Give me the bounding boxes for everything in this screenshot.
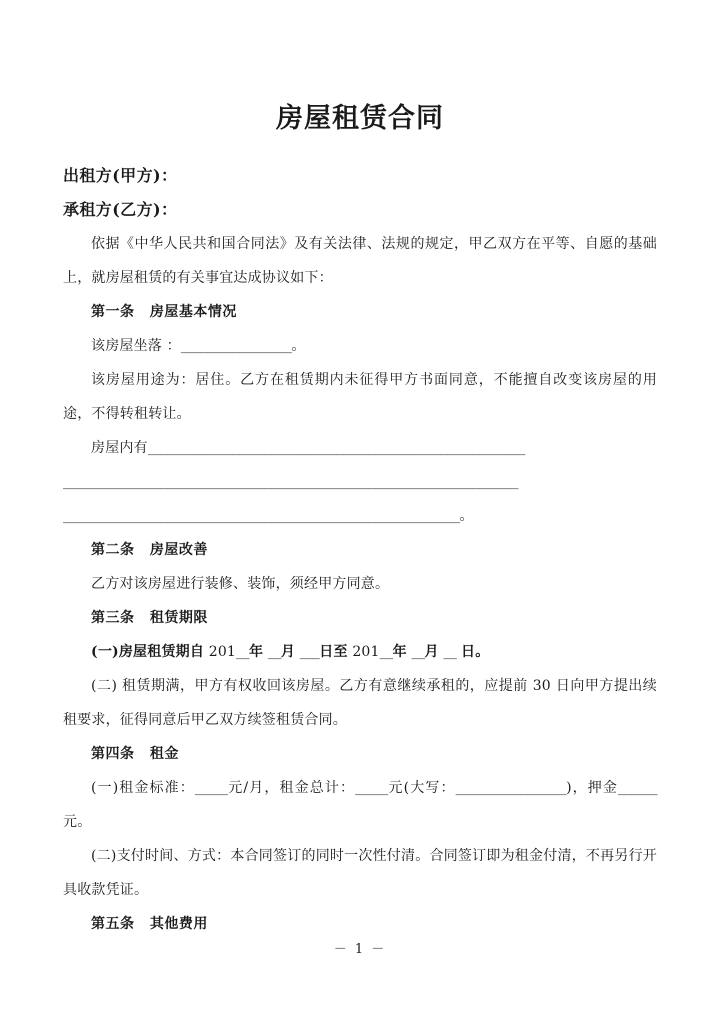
article-number-4: 第四条 (91, 746, 135, 763)
term-end-year-prefix: 201 (352, 644, 380, 661)
article-1-location-line (63, 329, 657, 363)
contents-blank-line-3[interactable]: _____________________________________________________________ (63, 508, 460, 525)
article-3-renewal-paragraph: (二) 租赁期满，甲方有权收回该房屋。乙方有意继续承租的，应提前 30 日向甲方提出续租要求，征得同意后甲乙双方续签租赁合同。 (63, 678, 657, 729)
article-heading-5 (63, 907, 657, 941)
rent-monthly-blank[interactable]: _____ (194, 780, 228, 797)
article-title-1: 房屋基本情况 (149, 304, 237, 321)
location-blank-field[interactable]: _________________ (180, 338, 292, 355)
term-start-month-unit: 月 (280, 644, 296, 661)
article-4-payment-paragraph: (二)支付时间、方式：本合同签订的同时一次性付清。合同签订即为租金付清，不再另行开具收款凭证。 (63, 848, 657, 899)
rent-standard-label: 租金标准： (118, 780, 195, 797)
term-end-year-unit: 年 (392, 644, 407, 661)
article-heading-4 (63, 737, 657, 771)
deposit-unit: 元。 (63, 814, 92, 831)
article-title-5: 其他费用 (149, 916, 208, 933)
term-item-marker: (一) (91, 644, 119, 661)
deposit-label: )，押金 (566, 780, 619, 797)
article-heading-1 (63, 295, 657, 329)
article-title-4: 租金 (149, 746, 179, 763)
rent-uppercase-label: 元(大写： (387, 780, 456, 797)
article-1-contents-line-2 (63, 465, 657, 499)
rent-total-label: 元/月，租金总计： (227, 780, 356, 797)
term-end-day-unit: 日。 (461, 644, 490, 661)
term-end-month-unit: 月 (424, 644, 439, 661)
term-start-day-unit: 日至 (319, 644, 348, 661)
term-start-day-blank[interactable]: ___ (299, 644, 320, 661)
term-start-year-unit: 年 (249, 644, 264, 661)
rent-total-blank[interactable]: _____ (355, 780, 388, 797)
article-number-1: 第一条 (91, 304, 135, 321)
location-period: 。 (291, 338, 306, 355)
contents-label: 房屋内有 (91, 440, 148, 457)
rent-uppercase-blank[interactable]: _________________ (455, 780, 567, 797)
preamble-paragraph: 依据《中华人民共和国合同法》及有关法律、法规的规定，甲乙双方在平等、自愿的基础上，就房屋租赁的有关事宜达成协议如下： (63, 236, 657, 287)
article-1-usage-paragraph: 该房屋用途为：居住。乙方在租赁期内未征得甲方书面同意，不能擅自改变该房屋的用途，不得转租转让。 (63, 372, 657, 423)
term-start-year-prefix: 201 (208, 644, 237, 661)
article-title-2: 房屋改善 (149, 542, 208, 559)
article-1-contents-line-3 (63, 499, 657, 533)
article-number-5: 第五条 (91, 916, 135, 933)
article-1-contents-line-1 (63, 431, 657, 465)
article-3-term-line (63, 635, 657, 669)
lessor-party-label: 出租方(甲方)： (63, 166, 178, 186)
location-label: 该房屋坐落 ： (91, 338, 181, 355)
term-end-day-blank[interactable]: __ (443, 644, 457, 661)
rent-item-marker: (一) (91, 780, 119, 797)
lessee-party-label: 承租方(乙方)： (63, 200, 178, 220)
article-number-2: 第二条 (91, 542, 135, 559)
contents-blank-line-1[interactable]: __________________________________________________________ (147, 440, 525, 457)
document-content (63, 0, 657, 941)
article-2-paragraph: 乙方对该房屋进行装修、装饰，须经甲方同意。 (91, 576, 390, 593)
article-title-3: 租赁期限 (149, 610, 208, 627)
term-start-month-blank[interactable]: __ (267, 644, 281, 661)
contents-period: 。 (459, 508, 473, 525)
term-start-year-blank[interactable]: __ (236, 644, 250, 661)
term-lead-label: 房屋租赁期自 (118, 644, 205, 661)
deposit-blank[interactable]: ______ (618, 780, 658, 797)
article-4-rent-line (63, 771, 657, 839)
article-heading-3 (63, 601, 657, 635)
page-title: 房屋租赁合同 (276, 103, 444, 134)
term-end-year-blank[interactable]: __ (379, 644, 393, 661)
page-number-footer: － 1 － (333, 942, 387, 957)
article-number-3: 第三条 (91, 610, 135, 627)
contents-blank-line-2[interactable]: ______________________________________________________________________ (63, 474, 518, 491)
article-heading-2 (63, 533, 657, 567)
term-end-month-blank[interactable]: __ (411, 644, 425, 661)
